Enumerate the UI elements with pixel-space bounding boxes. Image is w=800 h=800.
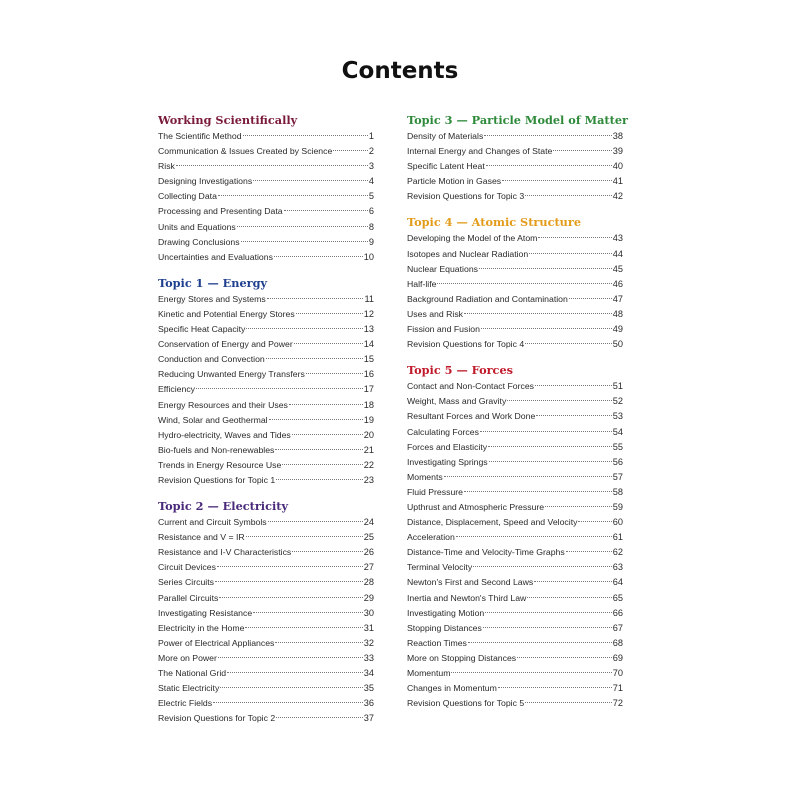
toc-entry-title: Reducing Unwanted Energy Transfers — [158, 369, 305, 380]
toc-entry[interactable] — [158, 382, 374, 397]
toc-entry-page-number: 56 — [612, 456, 623, 467]
toc-entry-page-number: 66 — [612, 607, 623, 618]
toc-entry[interactable] — [407, 174, 623, 189]
toc-entry[interactable] — [407, 515, 623, 530]
toc-entry[interactable] — [407, 231, 623, 246]
toc-entry[interactable] — [407, 425, 623, 440]
toc-entry-page-number: 34 — [363, 668, 374, 678]
contents-column-right — [407, 112, 629, 721]
toc-entry[interactable] — [158, 322, 374, 337]
toc-entry-title: Wind, Solar and Geothermal — [158, 414, 268, 425]
toc-entry-title: Fission and Fusion — [407, 324, 480, 335]
section-heading: Working Scientifically — [158, 113, 298, 127]
toc-entry-title: Specific Heat Capacity — [158, 324, 246, 335]
toc-entry-page-number: 46 — [612, 278, 623, 289]
toc-entry-title: Bio-fuels and Non-renewables — [158, 444, 275, 455]
toc-entry-page-number: 57 — [612, 471, 623, 482]
toc-entry-title: Terminal Velocity — [407, 562, 473, 573]
toc-entry-title: Risk — [158, 161, 175, 172]
toc-entry-page-number: 18 — [363, 399, 374, 410]
toc-entry-title: Units and Equations — [158, 221, 236, 232]
toc-entry[interactable] — [158, 651, 374, 666]
dot-leader — [306, 373, 363, 374]
dot-leader — [545, 506, 612, 507]
dot-leader — [437, 283, 611, 284]
dot-leader — [507, 400, 611, 401]
toc-entry-page-number: 1 — [368, 131, 374, 141]
dot-leader — [276, 717, 363, 718]
toc-entry-title: Parallel Circuits — [158, 592, 219, 603]
dot-leader — [267, 298, 364, 299]
toc-entry-page-number: 63 — [612, 562, 623, 573]
dot-leader — [525, 343, 612, 344]
toc-entry-title: The Scientific Method — [158, 131, 242, 141]
dot-leader — [473, 566, 612, 567]
toc-entry-page-number: 27 — [363, 562, 374, 573]
toc-entry-page-number: 25 — [363, 532, 374, 543]
toc-entry[interactable] — [158, 129, 374, 144]
dot-leader — [569, 298, 612, 299]
toc-entry[interactable] — [407, 144, 623, 159]
dot-leader — [253, 180, 368, 181]
toc-entry-page-number: 20 — [363, 429, 374, 440]
dot-leader — [525, 702, 612, 703]
toc-entry[interactable] — [158, 473, 374, 488]
toc-entry-title: Distance, Displacement, Speed and Velocity — [407, 517, 578, 528]
dot-leader — [268, 521, 363, 522]
toc-entry[interactable] — [158, 220, 374, 235]
dot-leader — [217, 566, 363, 567]
dot-leader — [218, 657, 363, 658]
toc-entry-page-number: 36 — [363, 698, 374, 709]
toc-entry-title: Circuit Devices — [158, 562, 216, 573]
dot-leader — [227, 672, 363, 673]
toc-entry[interactable] — [158, 292, 374, 307]
toc-entry-title: Conservation of Energy and Power — [158, 339, 293, 350]
toc-entry-title: More on Power — [158, 652, 217, 663]
toc-entry-page-number: 72 — [612, 698, 623, 709]
toc-entry-page-number: 68 — [612, 637, 623, 648]
toc-entry-page-number: 30 — [363, 607, 374, 618]
toc-section-topic-5-forces — [407, 362, 623, 711]
toc-entry-page-number: 45 — [612, 263, 623, 274]
section-heading: Topic 5 — Forces — [407, 363, 513, 378]
toc-entry-title: Particle Motion in Gases — [407, 176, 502, 187]
toc-entry-page-number: 62 — [612, 547, 623, 558]
toc-entry-page-number: 69 — [612, 652, 623, 663]
toc-entry[interactable] — [158, 636, 374, 651]
toc-entry-page-number: 54 — [612, 426, 623, 437]
section-heading: Topic 1 — Energy — [158, 275, 268, 290]
toc-entry[interactable] — [158, 681, 374, 696]
dot-leader — [489, 461, 612, 462]
page-title: Contents — [341, 58, 459, 84]
toc-entry[interactable] — [407, 651, 623, 666]
toc-entry[interactable] — [407, 606, 623, 621]
toc-entry-page-number: 17 — [363, 384, 374, 395]
toc-entry-page-number: 61 — [612, 532, 623, 543]
toc-entry-page-number: 14 — [363, 339, 374, 350]
toc-entry-title: Hydro-electricity, Waves and Tides — [158, 429, 291, 440]
dot-leader — [485, 612, 611, 613]
toc-entry-title: Revision Questions for Topic 3 — [407, 191, 525, 202]
toc-entry[interactable] — [407, 470, 623, 485]
toc-entry[interactable] — [158, 458, 374, 473]
dot-leader — [486, 165, 612, 166]
toc-entry[interactable] — [158, 621, 374, 636]
toc-entry[interactable] — [407, 575, 623, 590]
toc-entry-page-number: 59 — [612, 501, 623, 512]
toc-entry-page-number: 35 — [363, 683, 374, 694]
toc-entry-title: Density of Materials — [407, 131, 484, 141]
dot-leader — [498, 687, 612, 688]
toc-entry-title: Uncertainties and Evaluations — [158, 251, 273, 262]
toc-entry-title: Fluid Pressure — [407, 486, 464, 497]
toc-entry-title: Processing and Presenting Data — [158, 206, 283, 217]
dot-leader — [525, 195, 612, 196]
dot-leader — [292, 434, 363, 435]
toc-entry[interactable] — [407, 560, 623, 575]
dot-leader — [484, 135, 611, 136]
dot-leader — [253, 612, 363, 613]
dot-leader — [296, 313, 363, 314]
toc-entry[interactable] — [158, 591, 374, 606]
dot-leader — [241, 241, 368, 242]
toc-entry-page-number: 70 — [612, 668, 623, 678]
section-heading: Topic 4 — Atomic Structure — [407, 215, 582, 230]
toc-entry-page-number: 3 — [368, 161, 374, 172]
toc-entry-page-number: 6 — [368, 206, 374, 217]
toc-entry-title: Revision Questions for Topic 5 — [407, 698, 525, 709]
toc-entry-title: Revision Questions for Topic 4 — [407, 339, 525, 350]
dot-leader — [215, 581, 363, 582]
toc-entry-title: Static Electricity — [158, 683, 220, 694]
toc-entry-page-number: 60 — [612, 517, 623, 528]
dot-leader — [220, 687, 362, 688]
toc-entry-title: Developing the Model of the Atom — [407, 233, 538, 244]
toc-entry[interactable] — [158, 696, 374, 711]
toc-entry-page-number: 65 — [612, 592, 623, 603]
toc-entry-title: Changes in Momentum — [407, 683, 497, 694]
dot-leader — [282, 464, 362, 465]
toc-entry[interactable] — [158, 235, 374, 250]
toc-entry-title: Trends in Energy Resource Use — [158, 459, 282, 470]
toc-entry-page-number: 38 — [612, 131, 623, 141]
toc-entry-title: Investigating Springs — [407, 456, 488, 467]
dot-leader — [237, 226, 368, 227]
toc-entry-page-number: 55 — [612, 441, 623, 452]
toc-entry-title: Nuclear Equations — [407, 263, 478, 274]
toc-entry[interactable] — [407, 277, 623, 292]
toc-entry-page-number: 26 — [363, 547, 374, 558]
dot-leader — [468, 642, 612, 643]
toc-entry[interactable] — [407, 409, 623, 424]
toc-entry-title: Half-life — [407, 278, 437, 289]
dot-leader — [269, 419, 363, 420]
toc-entry-title: The National Grid — [158, 668, 227, 678]
toc-entry[interactable] — [407, 262, 623, 277]
toc-entry[interactable] — [407, 591, 623, 606]
toc-entry[interactable] — [158, 174, 374, 189]
dot-leader — [538, 237, 611, 238]
toc-entry-page-number: 28 — [363, 577, 374, 588]
toc-entry-title: Designing Investigations — [158, 176, 253, 187]
toc-entry[interactable] — [158, 352, 374, 367]
toc-entry-page-number: 9 — [368, 236, 374, 247]
toc-entry-title: Upthrust and Atmospheric Pressure — [407, 501, 545, 512]
dot-leader — [536, 415, 611, 416]
toc-entry[interactable] — [158, 711, 374, 726]
toc-entry-page-number: 39 — [612, 146, 623, 157]
dot-leader — [245, 627, 362, 628]
toc-entry[interactable] — [158, 560, 374, 575]
toc-section-working-scientifically — [158, 112, 374, 265]
toc-entry-page-number: 64 — [612, 577, 623, 588]
toc-entry-title: Investigating Motion — [407, 607, 485, 618]
dot-leader — [276, 479, 363, 480]
toc-entry[interactable] — [158, 204, 374, 219]
toc-entry[interactable] — [407, 159, 623, 174]
toc-entry-page-number: 49 — [612, 324, 623, 335]
toc-entry-page-number: 8 — [368, 221, 374, 232]
toc-entry-title: Specific Latent Heat — [407, 161, 485, 172]
toc-entry-title: Newton's First and Second Laws — [407, 577, 534, 588]
toc-entry-page-number: 58 — [612, 486, 623, 497]
toc-entry-title: Revision Questions for Topic 1 — [158, 474, 276, 485]
dot-leader — [219, 597, 362, 598]
toc-entry-page-number: 52 — [612, 396, 623, 407]
toc-entry-title: Distance-Time and Velocity-Time Graphs — [407, 547, 565, 558]
dot-leader — [451, 672, 611, 673]
toc-entry-title: Communication & Issues Created by Science — [158, 146, 333, 157]
toc-entry-page-number: 44 — [612, 248, 623, 259]
toc-entry[interactable] — [158, 575, 374, 590]
toc-entry-title: Reaction Times — [407, 637, 467, 648]
toc-entry-page-number: 53 — [612, 411, 623, 422]
toc-entry-page-number: 21 — [363, 444, 374, 455]
dot-leader — [294, 343, 363, 344]
toc-entry-title: Contact and Non-Contact Forces — [407, 381, 534, 392]
toc-entry-page-number: 16 — [363, 369, 374, 380]
toc-entry-title: Inertia and Newton's Third Law — [407, 592, 527, 603]
toc-entry[interactable] — [407, 292, 623, 307]
toc-entry-page-number: 43 — [612, 233, 623, 244]
toc-entry[interactable] — [407, 500, 623, 515]
toc-entry[interactable] — [407, 247, 623, 262]
toc-entry[interactable] — [407, 696, 623, 711]
toc-entry-title: Resistance and V = IR — [158, 532, 245, 543]
toc-entry[interactable] — [158, 515, 374, 530]
toc-entry-title: Moments — [407, 471, 443, 482]
toc-entry-page-number: 19 — [363, 414, 374, 425]
contents-column-left — [158, 112, 374, 736]
toc-entry-page-number: 31 — [363, 622, 374, 633]
toc-section-topic-2-electricity — [158, 498, 374, 726]
toc-entry-page-number: 15 — [363, 354, 374, 365]
dot-leader — [246, 328, 362, 329]
toc-entry[interactable] — [407, 636, 623, 651]
dot-leader — [176, 165, 368, 166]
toc-entry-title: Forces and Elasticity — [407, 441, 488, 452]
toc-entry[interactable] — [158, 189, 374, 204]
toc-entry-title: Collecting Data — [158, 191, 217, 202]
dot-leader — [243, 135, 368, 136]
toc-section-topic-4-atomic-structure — [407, 214, 623, 352]
toc-entry[interactable] — [407, 337, 623, 352]
toc-entry[interactable] — [158, 398, 374, 413]
dot-leader — [535, 385, 612, 386]
dot-leader — [444, 476, 612, 477]
dot-leader — [275, 642, 362, 643]
toc-entry-page-number: 33 — [363, 652, 374, 663]
toc-entry[interactable] — [158, 144, 374, 159]
dot-leader — [246, 536, 363, 537]
toc-entry[interactable] — [158, 428, 374, 443]
toc-entry[interactable] — [158, 606, 374, 621]
toc-entry[interactable] — [407, 379, 623, 394]
dot-leader — [527, 597, 611, 598]
toc-entry-title: Resultant Forces and Work Done — [407, 411, 536, 422]
toc-entry[interactable] — [158, 337, 374, 352]
dot-leader — [464, 313, 612, 314]
dot-leader — [566, 551, 612, 552]
toc-entry[interactable] — [158, 443, 374, 458]
toc-entry-title: Power of Electrical Appliances — [158, 637, 275, 648]
dot-leader — [266, 358, 363, 359]
toc-entry-page-number: 42 — [612, 191, 623, 202]
toc-entry-page-number: 71 — [612, 683, 623, 694]
toc-entry-page-number: 32 — [363, 637, 374, 648]
toc-entry-page-number: 48 — [612, 308, 623, 319]
toc-entry-page-number: 11 — [364, 293, 374, 304]
dot-leader — [218, 195, 368, 196]
toc-entry-title: Efficiency — [158, 384, 196, 395]
toc-entry-title: Weight, Mass and Gravity — [407, 396, 507, 407]
dot-leader — [333, 150, 368, 151]
toc-entry[interactable] — [407, 307, 623, 322]
toc-entry-page-number: 12 — [363, 308, 374, 319]
dot-leader — [529, 253, 612, 254]
toc-entry-title: Electric Fields — [158, 698, 213, 709]
toc-entry-page-number: 23 — [363, 474, 374, 485]
dot-leader — [517, 657, 612, 658]
toc-entry-page-number: 24 — [363, 517, 374, 528]
toc-entry[interactable] — [158, 666, 374, 681]
dot-leader — [292, 551, 363, 552]
toc-entry-page-number: 2 — [368, 146, 374, 157]
toc-entry-title: More on Stopping Distances — [407, 652, 517, 663]
dot-leader — [534, 581, 612, 582]
section-heading: Topic 3 — Particle Model of Matter — [407, 113, 629, 127]
toc-entry[interactable] — [407, 681, 623, 696]
toc-entry-title: Electricity in the Home — [158, 622, 245, 633]
toc-entry[interactable] — [407, 455, 623, 470]
dot-leader — [213, 702, 363, 703]
toc-entry-page-number: 29 — [363, 592, 374, 603]
dot-leader — [196, 388, 363, 389]
toc-entry-title: Current and Circuit Symbols — [158, 517, 267, 528]
dot-leader — [483, 627, 612, 628]
dot-leader — [479, 268, 612, 269]
toc-entry-title: Momentum — [407, 668, 451, 678]
toc-entry-page-number: 47 — [612, 293, 623, 304]
toc-entry-title: Energy Resources and their Uses — [158, 399, 288, 410]
toc-entry-title: Conduction and Convection — [158, 354, 265, 365]
toc-entry-page-number: 13 — [363, 324, 374, 335]
toc-entry-page-number: 40 — [612, 161, 623, 172]
toc-entry[interactable] — [407, 666, 623, 681]
dot-leader — [275, 449, 362, 450]
dot-leader — [578, 521, 611, 522]
toc-entry-title: Calculating Forces — [407, 426, 479, 437]
toc-entry[interactable] — [158, 250, 374, 265]
dot-leader — [274, 256, 363, 257]
toc-entry[interactable] — [407, 530, 623, 545]
toc-entry-title: Internal Energy and Changes of State — [407, 146, 553, 157]
toc-entry-title: Revision Questions for Topic 2 — [158, 713, 276, 724]
toc-entry[interactable] — [158, 545, 374, 560]
toc-entry-title: Series Circuits — [158, 577, 214, 588]
dot-leader — [502, 180, 612, 181]
toc-entry-title: Kinetic and Potential Energy Stores — [158, 308, 295, 319]
toc-entry[interactable] — [407, 440, 623, 455]
toc-entry-title: Resistance and I-V Characteristics — [158, 547, 292, 558]
dot-leader — [481, 328, 612, 329]
toc-entry[interactable] — [158, 530, 374, 545]
dot-leader — [289, 404, 363, 405]
dot-leader — [284, 210, 368, 211]
toc-entry-page-number: 51 — [612, 381, 623, 392]
toc-entry-title: Energy Stores and Systems — [158, 293, 266, 304]
toc-entry[interactable] — [407, 485, 623, 500]
toc-entry-page-number: 67 — [612, 622, 623, 633]
toc-entry-page-number: 50 — [612, 339, 623, 350]
toc-entry-title: Investigating Resistance — [158, 607, 253, 618]
toc-entry-page-number: 37 — [363, 713, 374, 724]
toc-entry-title: Stopping Distances — [407, 622, 482, 633]
toc-entry[interactable] — [158, 307, 374, 322]
section-heading: Topic 2 — Electricity — [158, 499, 289, 514]
toc-entry[interactable] — [407, 545, 623, 560]
toc-entry[interactable] — [407, 189, 623, 204]
toc-entry[interactable] — [158, 159, 374, 174]
toc-entry[interactable] — [158, 413, 374, 428]
toc-entry-page-number: 22 — [363, 459, 374, 470]
toc-entry-page-number: 4 — [368, 176, 374, 187]
toc-entry[interactable] — [158, 367, 374, 382]
toc-entry[interactable] — [407, 621, 623, 636]
toc-entry-title: Acceleration — [407, 532, 455, 543]
toc-entry[interactable] — [407, 394, 623, 409]
dot-leader — [553, 150, 611, 151]
toc-section-topic-1-energy — [158, 275, 374, 488]
toc-entry-title: Drawing Conclusions — [158, 236, 240, 247]
toc-entry[interactable] — [407, 129, 623, 144]
toc-entry-page-number: 5 — [368, 191, 374, 202]
dot-leader — [456, 536, 612, 537]
toc-entry-title: Background Radiation and Contamination — [407, 293, 568, 304]
toc-entry-page-number: 10 — [363, 251, 374, 262]
toc-entry-title: Isotopes and Nuclear Radiation — [407, 248, 529, 259]
toc-entry[interactable] — [407, 322, 623, 337]
toc-section-topic-3-particle-model-of-matter — [407, 112, 629, 204]
dot-leader — [464, 491, 612, 492]
dot-leader — [480, 431, 612, 432]
dot-leader — [488, 446, 612, 447]
toc-entry-title: Uses and Risk — [407, 308, 464, 319]
toc-entry-page-number: 41 — [612, 176, 623, 187]
